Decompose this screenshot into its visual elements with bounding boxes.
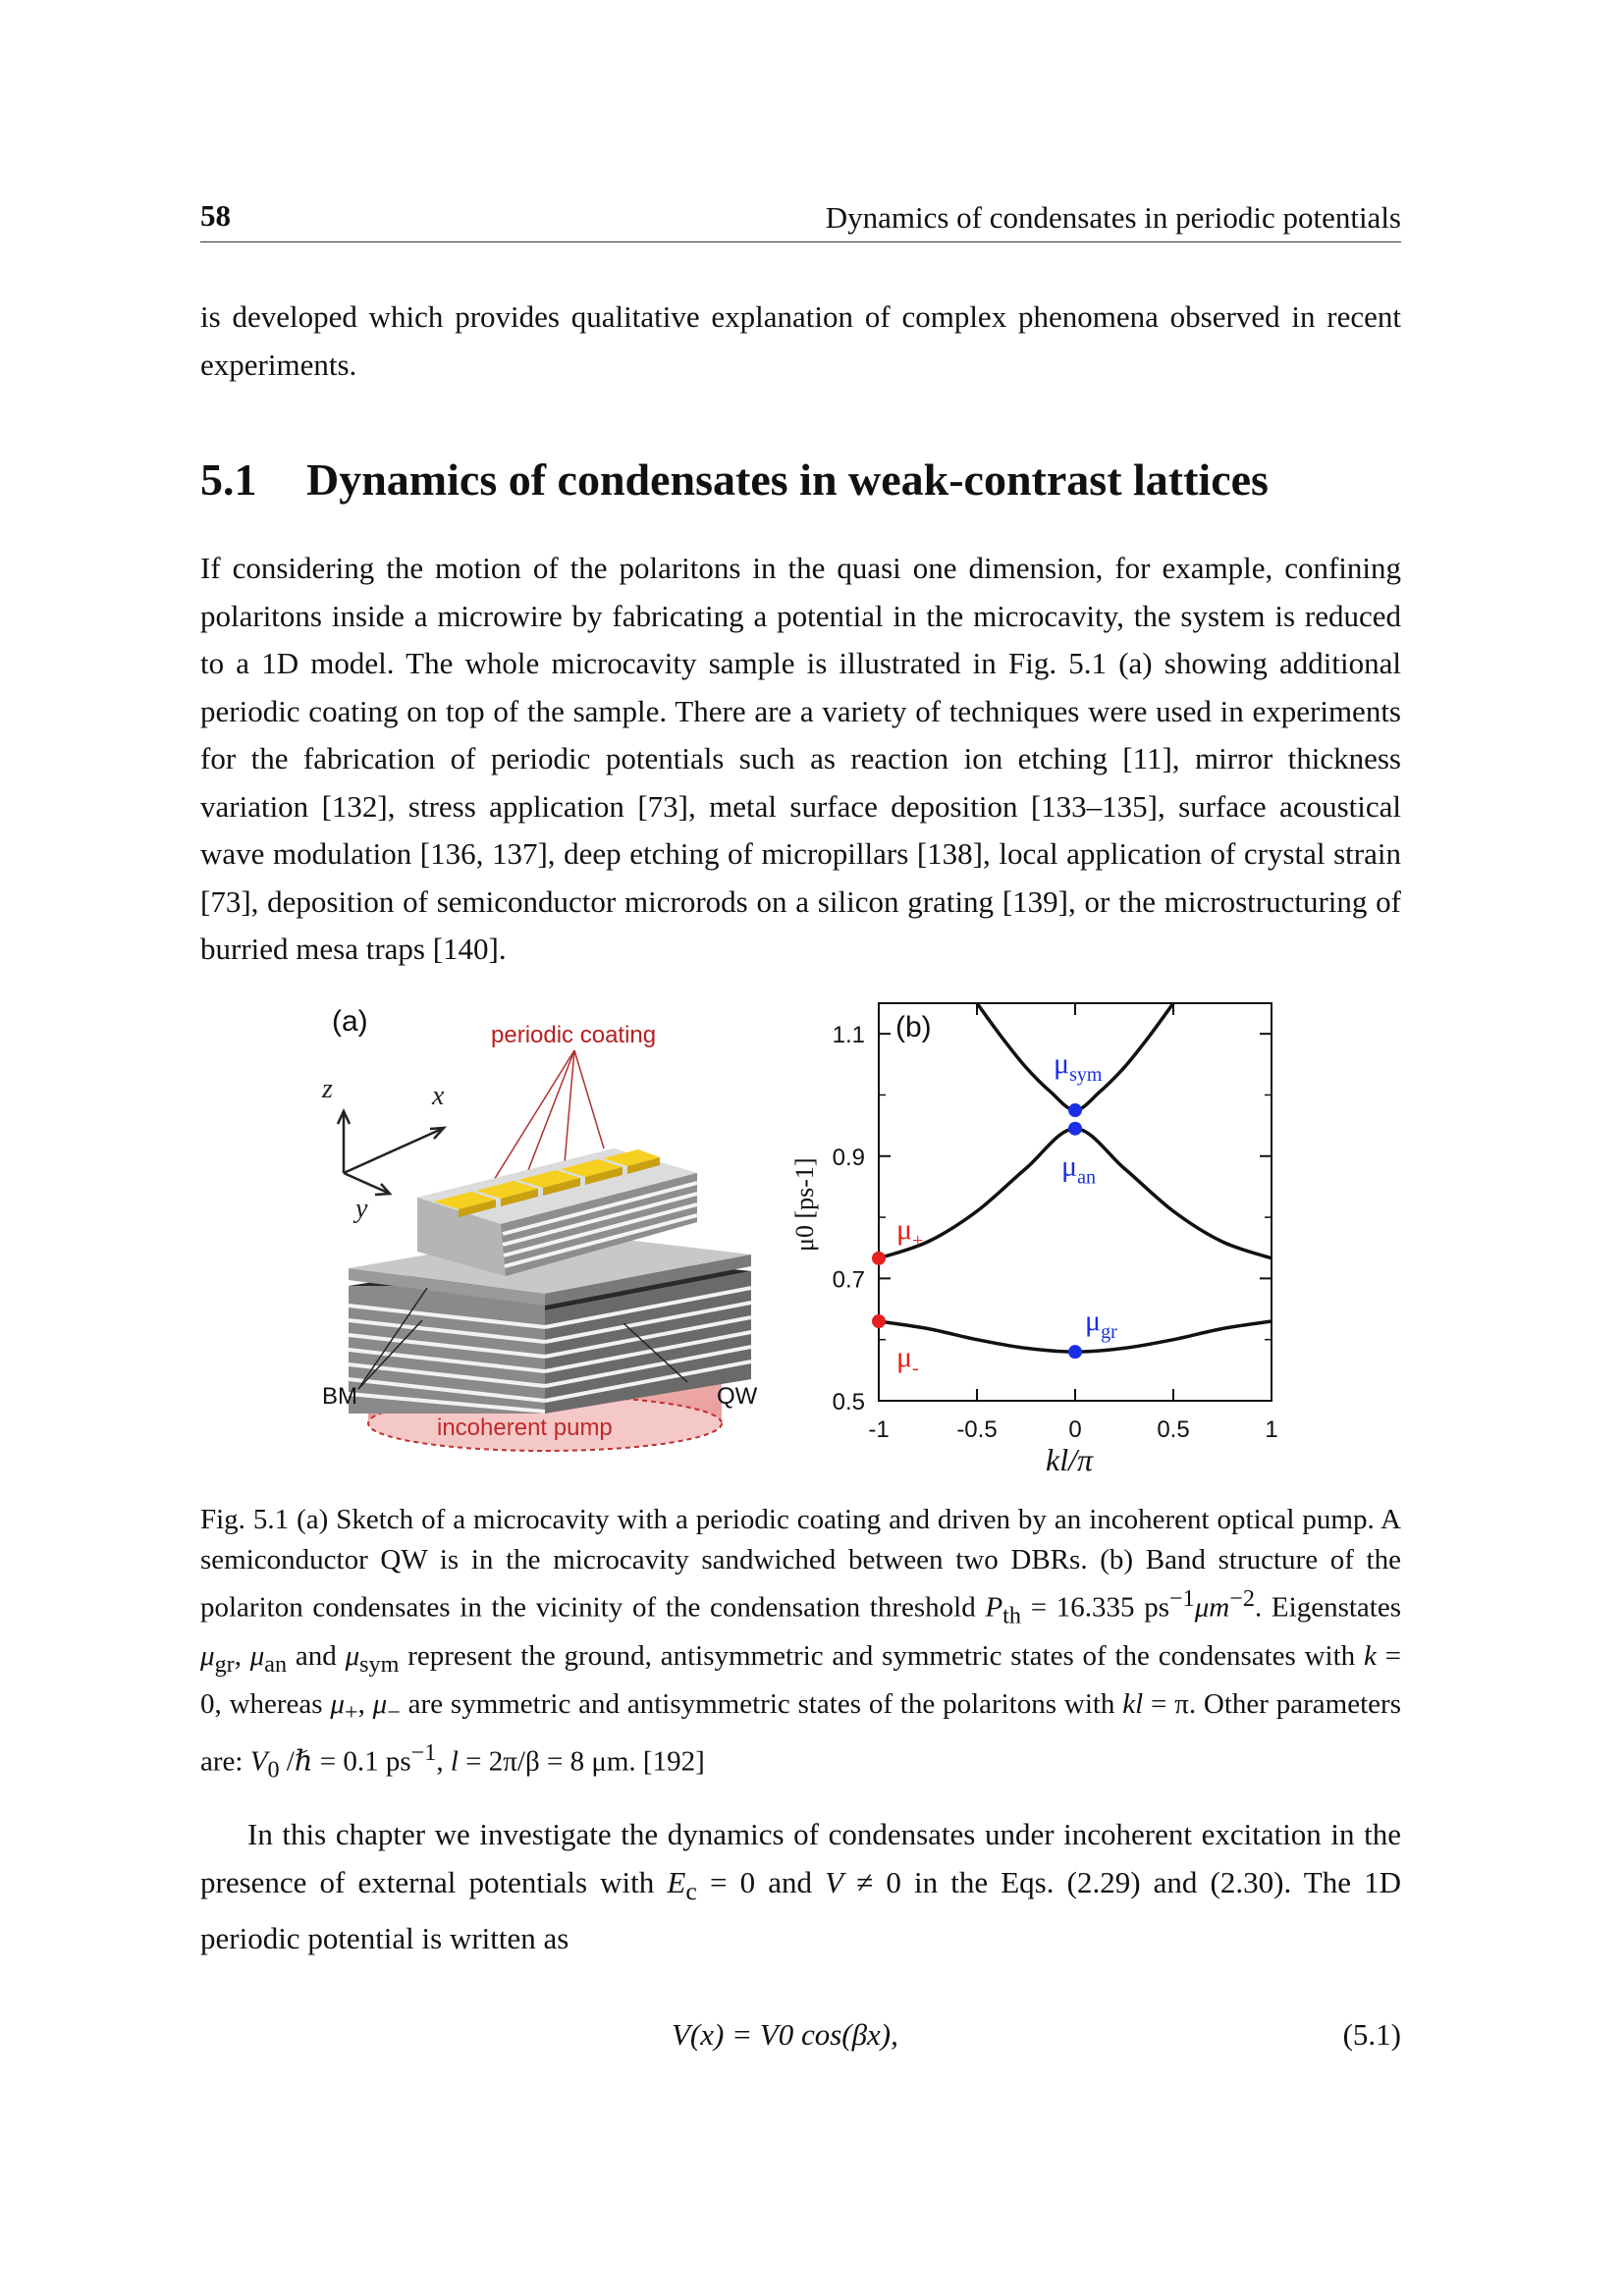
point-label-sub: gr bbox=[1101, 1321, 1117, 1344]
section-number: 5.1 bbox=[200, 454, 257, 505]
data-point bbox=[1068, 1103, 1082, 1117]
point-label-base: μ bbox=[1054, 1047, 1070, 1081]
y-axis-label: μ0 [ps-1] bbox=[790, 1157, 819, 1252]
panel-label-a: (a) bbox=[332, 1005, 368, 1038]
axis-y-label: y bbox=[355, 1194, 368, 1224]
data-point bbox=[872, 1252, 886, 1265]
panel-label-b: (b) bbox=[895, 1011, 932, 1043]
y-tick-label: 0.7 bbox=[832, 1266, 865, 1294]
axis-x-label: x bbox=[432, 1081, 445, 1111]
point-label-base: μ bbox=[1061, 1149, 1078, 1183]
point-label-sub: - bbox=[912, 1358, 919, 1379]
data-point bbox=[1068, 1122, 1082, 1136]
data-point-label bbox=[896, 1213, 923, 1252]
point-label-base: μ bbox=[1085, 1305, 1102, 1338]
plot-frame bbox=[879, 1003, 1272, 1401]
y-tick-label: 0.9 bbox=[832, 1144, 865, 1171]
data-point bbox=[1068, 1345, 1082, 1359]
page-number: 58 bbox=[200, 198, 231, 233]
x-tick-label: 0 bbox=[1068, 1416, 1082, 1443]
point-label-sub: + bbox=[912, 1229, 924, 1252]
series-line bbox=[879, 1129, 1272, 1258]
figure-caption: Fig. 5.1 (a) Sketch of a microcavity with a periodic coating and driven by an incoherent optical pump. A semiconductor QW is in the microcavity sandwiched between two DBRs. (b) Band structure of the polariton condensates in the vicinity of the condensation threshold $P_{th} = 16.335$ $ps^{-1}\mu m^{-2}$. Eigenstates $\mu_{gr}$, $\mu_{an}$ and $\mu_{sym}$ represent the ground, antisymmetric and symmetric states of the condensates with k = 0, whereas $\mu_+$, $\mu_-$ are symmetric and antisymmetric states of the polaritons with kl = π. Other parameters are: $V_0$ /ℏ = 0.1 $ps^{-1}$, l = 2π/β = 8 μm. [192] bbox=[200, 1504, 1401, 1783]
paragraph-2: In this chapter we investigate the dynamics of condensates under incoherent excitation in the presence of external potentials with $E_c = 0$ and V ≠ 0 in the Eqs. (2.29) and (2.30). The 1D periodic potential is written as bbox=[200, 1817, 1401, 1956]
header-rule bbox=[200, 241, 1401, 242]
point-label-base: μ bbox=[896, 1212, 913, 1246]
equation-number: (5.1) bbox=[1342, 2017, 1401, 2052]
section-heading bbox=[200, 454, 1269, 506]
x-tick-label: -1 bbox=[868, 1416, 890, 1443]
point-label-sub: an bbox=[1077, 1166, 1096, 1189]
qw-label: QW bbox=[717, 1383, 758, 1410]
section-title: Dynamics of condensates in weak-contrast lattices bbox=[306, 454, 1269, 505]
running-title: Dynamics of condensates in periodic potentials bbox=[825, 200, 1401, 235]
point-label-sub: sym bbox=[1069, 1064, 1103, 1087]
data-point-label bbox=[1054, 1047, 1103, 1086]
series-line bbox=[977, 1003, 1173, 1110]
figure-a-sketch bbox=[314, 991, 776, 1463]
intro-paragraph: is developed which provides qualitative explanation of complex phenomena observed in recent experiments. bbox=[200, 299, 1401, 382]
point-label-base: μ bbox=[896, 1341, 913, 1373]
x-tick-label: 0.5 bbox=[1157, 1416, 1190, 1443]
equation-expression: V(x) = V0 cos(βx), bbox=[672, 2017, 898, 2052]
pump-label: incoherent pump bbox=[437, 1415, 613, 1441]
figure-b-chart bbox=[785, 991, 1296, 1482]
coordinate-axes bbox=[338, 1111, 444, 1195]
y-tick-label: 0.5 bbox=[832, 1389, 865, 1415]
y-tick-label: 1.1 bbox=[832, 1022, 865, 1049]
axis-z-label: z bbox=[322, 1074, 333, 1104]
data-point-label bbox=[896, 1341, 919, 1379]
x-axis-label: kl/π bbox=[1046, 1442, 1094, 1477]
equation-5-1 bbox=[200, 2017, 1401, 2056]
data-point bbox=[872, 1314, 886, 1328]
x-tick-label: 1 bbox=[1265, 1416, 1278, 1443]
x-tick-label: -0.5 bbox=[956, 1416, 998, 1443]
bm-label: BM bbox=[322, 1383, 357, 1410]
data-point-label bbox=[1085, 1305, 1117, 1343]
data-point-label bbox=[1061, 1150, 1096, 1189]
paragraph-1: If considering the motion of the polaritons in the quasi one dimension, for example, confining polaritons inside a microwire by fabricating a potential in the microcavity, the system is reduced to a 1D model. The whole microcavity sample is illustrated in Fig. 5.1 (a) showing additional periodic coating on top of the sample. There are a variety of techniques were used in experiments for the fabrication of periodic potentials such as reaction ion etching [11], mirror thickness variation [132], stress application [73], metal surface deposition [133–135], surface acoustical wave modulation [136, 137], deep etching of micropillars [138], local application of crystal strain [73], deposition of semiconductor microrods on a silicon grating [139], or the microstructuring of burried mesa traps [140]. bbox=[200, 551, 1401, 966]
coating-label: periodic coating bbox=[491, 1022, 657, 1048]
